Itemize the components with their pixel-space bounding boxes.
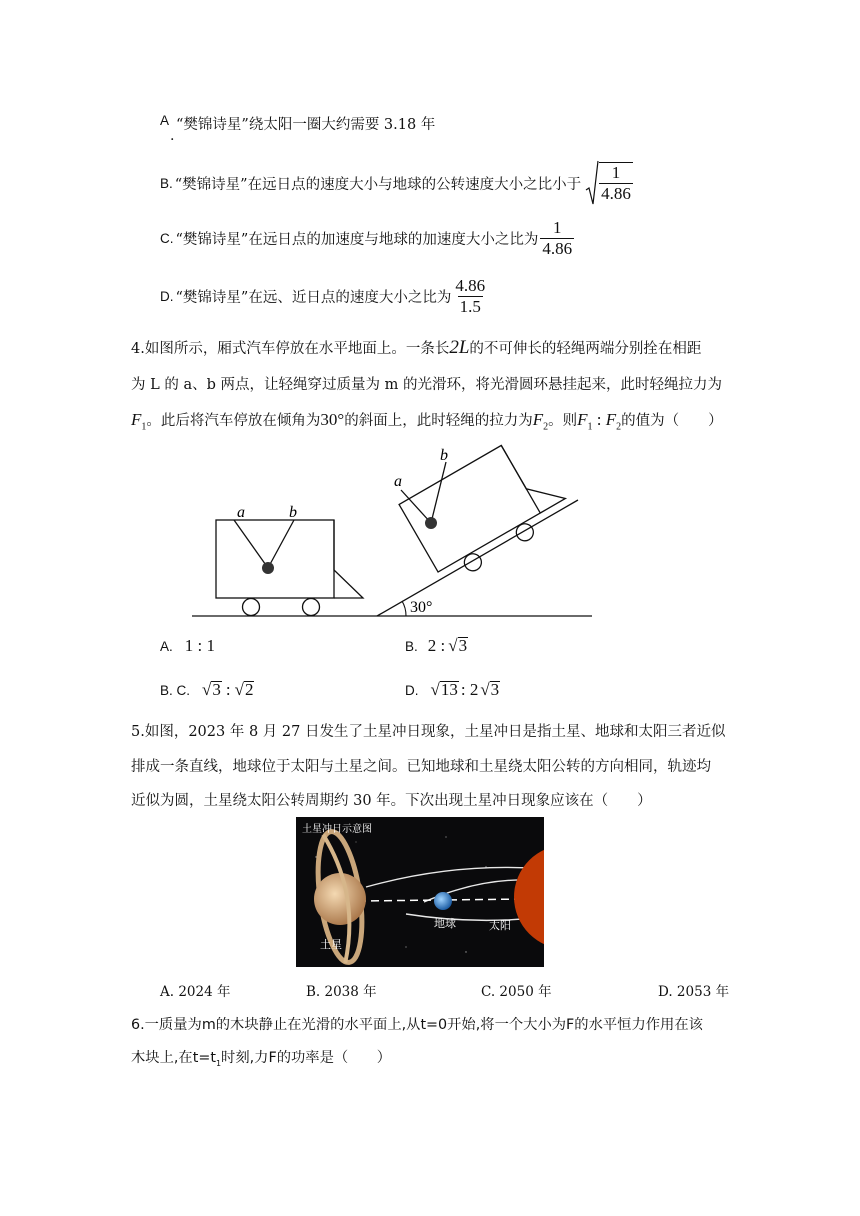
radical-sign-icon xyxy=(585,160,599,206)
q4-option-b-radicand: 3 xyxy=(458,636,468,655)
q4-length-2L: 2L xyxy=(449,337,470,358)
q5-stem-line-2: 排成一条直线，地球位于太阳与土星之间。已知地球和土星绕太阳公转的方向相同，轨迹均 xyxy=(131,759,711,775)
label-a-incline: a xyxy=(394,473,402,490)
q4-stem-line-3 xyxy=(131,409,723,432)
q4-option-c-radicand-2: 2 xyxy=(244,680,254,699)
q3-option-c xyxy=(160,218,574,259)
q3-option-a-text: “樊锦诗星”绕太阳一圈大约需要 3.18 年 xyxy=(176,117,436,133)
truck-incline xyxy=(399,440,574,587)
label-a-level: a xyxy=(237,504,245,521)
q4-option-a-label: A. xyxy=(160,638,173,654)
ring-level xyxy=(262,562,274,574)
q4-option-b xyxy=(405,636,468,656)
q4-option-c-radicand-1: 3 xyxy=(212,680,221,699)
q4-ratio xyxy=(577,410,622,433)
q3-option-a-label: A xyxy=(160,113,170,128)
q4-stem-line-3-a: 。此后将汽车停放在倾角为 xyxy=(146,413,321,429)
q3-option-d-fraction xyxy=(453,276,487,317)
q4-f2 xyxy=(532,410,549,433)
angle-label: 30° xyxy=(410,599,433,616)
sqrt-icon: √ xyxy=(448,636,458,655)
q4-option-d-mid: : 2 xyxy=(460,680,479,699)
q4-ratio-sub2: 2 xyxy=(616,421,622,433)
q4-stem-line-1-a: 4.如图所示，厢式汽车停放在水平地面上。一条长 xyxy=(131,341,450,357)
q4-stem-line-2: 为 L 的 a、b 两点，让轻绳穿过质量为 m 的光滑环，将光滑圆环悬挂起来，此时轻绳拉力为 xyxy=(131,377,722,393)
q4-stem-line-1-b: 的不可伸长的轻绳两端分别拴在相距 xyxy=(469,341,702,357)
q6-stem-line-2-b: 时刻,力F的功率是（ ） xyxy=(221,1050,392,1066)
earth-icon xyxy=(434,892,452,910)
q3-option-b-label: B. xyxy=(160,175,173,191)
q6-stem-line-1: 6.一质量为m的木块静止在光滑的水平面上,从t=0开始,将一个大小为F的水平恒力作用在该 xyxy=(131,1017,703,1033)
q4-f1-symbol: F xyxy=(131,410,142,429)
q3-option-a-dot: . xyxy=(170,128,175,144)
q4-stem-line-3-c: 。则 xyxy=(548,413,578,429)
q4-f1-subscript: 1 xyxy=(141,421,147,433)
q5-option-c: C. 2050 年 xyxy=(481,984,552,1000)
sqrt-icon: √ xyxy=(234,680,244,699)
q3-option-b-numerator: 1 xyxy=(611,163,621,182)
q4-stem-line-3-d: 的值为（ ） xyxy=(621,413,723,429)
q4-ratio-f2: F xyxy=(605,410,617,429)
q6-t1-subscript: 1 xyxy=(215,1058,222,1068)
q3-option-c-text: “樊锦诗星”在远日点的加速度与地球的加速度大小之比为 xyxy=(175,232,539,248)
q4-option-a-value: 1 : 1 xyxy=(184,636,215,655)
q4-ratio-sub1: 1 xyxy=(587,421,593,433)
q3-option-d-denominator: 1.5 xyxy=(459,297,481,316)
q4-stem-line-3-b: 的斜面上，此时轻绳的拉力为 xyxy=(344,413,533,429)
q3-option-d-label: D. xyxy=(160,289,174,304)
ring-incline xyxy=(425,517,437,529)
q5-option-d: D. 2053 年 xyxy=(658,984,730,1000)
q6-stem-line-2-a: 木块上,在t=t xyxy=(131,1050,216,1066)
q4-option-d-sqrt2 xyxy=(480,680,500,700)
label-b-incline: b xyxy=(440,447,448,464)
q5-option-a: A. 2024 年 xyxy=(160,984,231,1000)
q4-option-b-value: 2 : xyxy=(427,636,446,655)
q4-f2-subscript: 2 xyxy=(543,421,549,433)
q4-angle: 30° xyxy=(320,410,345,429)
q4-option-b-sqrt xyxy=(448,636,468,656)
q4-f1 xyxy=(131,410,147,433)
sqrt-icon: √ xyxy=(480,680,490,699)
q4-option-c-colon: : xyxy=(225,680,231,699)
q4-option-b-label: B. xyxy=(405,638,418,654)
q4-option-a xyxy=(160,636,215,656)
q3-option-b-fraction xyxy=(599,162,633,204)
q5-saturn-opposition-figure xyxy=(296,817,544,967)
q5-stem-line-1: 5.如图，2023 年 8 月 27 日发生了土星冲日现象，土星冲日是指土星、地球和太阳三者近似 xyxy=(131,724,726,740)
q3-option-d-text: “樊锦诗星”在远、近日点的速度大小之比为 xyxy=(175,290,452,306)
q4-f2-symbol: F xyxy=(532,410,544,429)
q4-truck-diagram xyxy=(180,440,610,625)
figure-title: 土星冲日示意图 xyxy=(302,824,372,835)
q5-stem-line-3: 近似为圆，土星绕太阳公转周期约 30 年。下次出现土星冲日现象应该在（ ） xyxy=(131,793,652,809)
q4-ratio-colon: : xyxy=(592,410,606,429)
q5-option-b: B. 2038 年 xyxy=(306,984,377,1000)
q3-option-b-denominator: 4.86 xyxy=(601,184,631,203)
q3-option-c-numerator: 1 xyxy=(552,218,562,237)
earth-label: 地球 xyxy=(434,917,456,930)
q4-option-c-sqrt2 xyxy=(235,680,255,700)
q3-option-b-text: “樊锦诗星”在远日点的速度大小与地球的公转速度大小之比小于 xyxy=(174,176,582,193)
q4-stem-line-1 xyxy=(131,337,701,359)
q4-option-d-sqrt1 xyxy=(431,680,459,700)
q4-option-d-radicand-1: 13 xyxy=(440,680,458,699)
q4-option-c xyxy=(160,680,254,700)
saturn-label: 土星 xyxy=(320,938,342,951)
q4-option-c-sqrt1 xyxy=(202,680,222,700)
q4-ratio-f1: F xyxy=(577,410,588,429)
q3-option-b xyxy=(160,160,633,206)
sqrt-icon: √ xyxy=(430,680,440,699)
q6-stem-line-2 xyxy=(131,1047,391,1068)
q3-option-d-numerator: 4.86 xyxy=(455,276,486,295)
q4-option-d-radicand-2: 3 xyxy=(490,680,500,699)
label-b-level: b xyxy=(289,504,297,521)
q4-option-c-label: B. C. xyxy=(160,682,191,698)
rope-incline xyxy=(401,462,446,523)
sqrt-icon: √ xyxy=(202,680,212,699)
q3-option-c-denominator: 4.86 xyxy=(542,239,573,258)
sun-label: 太阳 xyxy=(489,919,511,932)
angle-arc xyxy=(402,601,406,616)
truck-level xyxy=(216,520,363,616)
q3-option-c-fraction xyxy=(540,218,574,259)
q4-option-d-label: D. xyxy=(405,682,419,698)
q3-option-d xyxy=(160,276,487,317)
q3-option-c-label: C. xyxy=(160,231,174,246)
q4-option-d xyxy=(405,680,500,700)
